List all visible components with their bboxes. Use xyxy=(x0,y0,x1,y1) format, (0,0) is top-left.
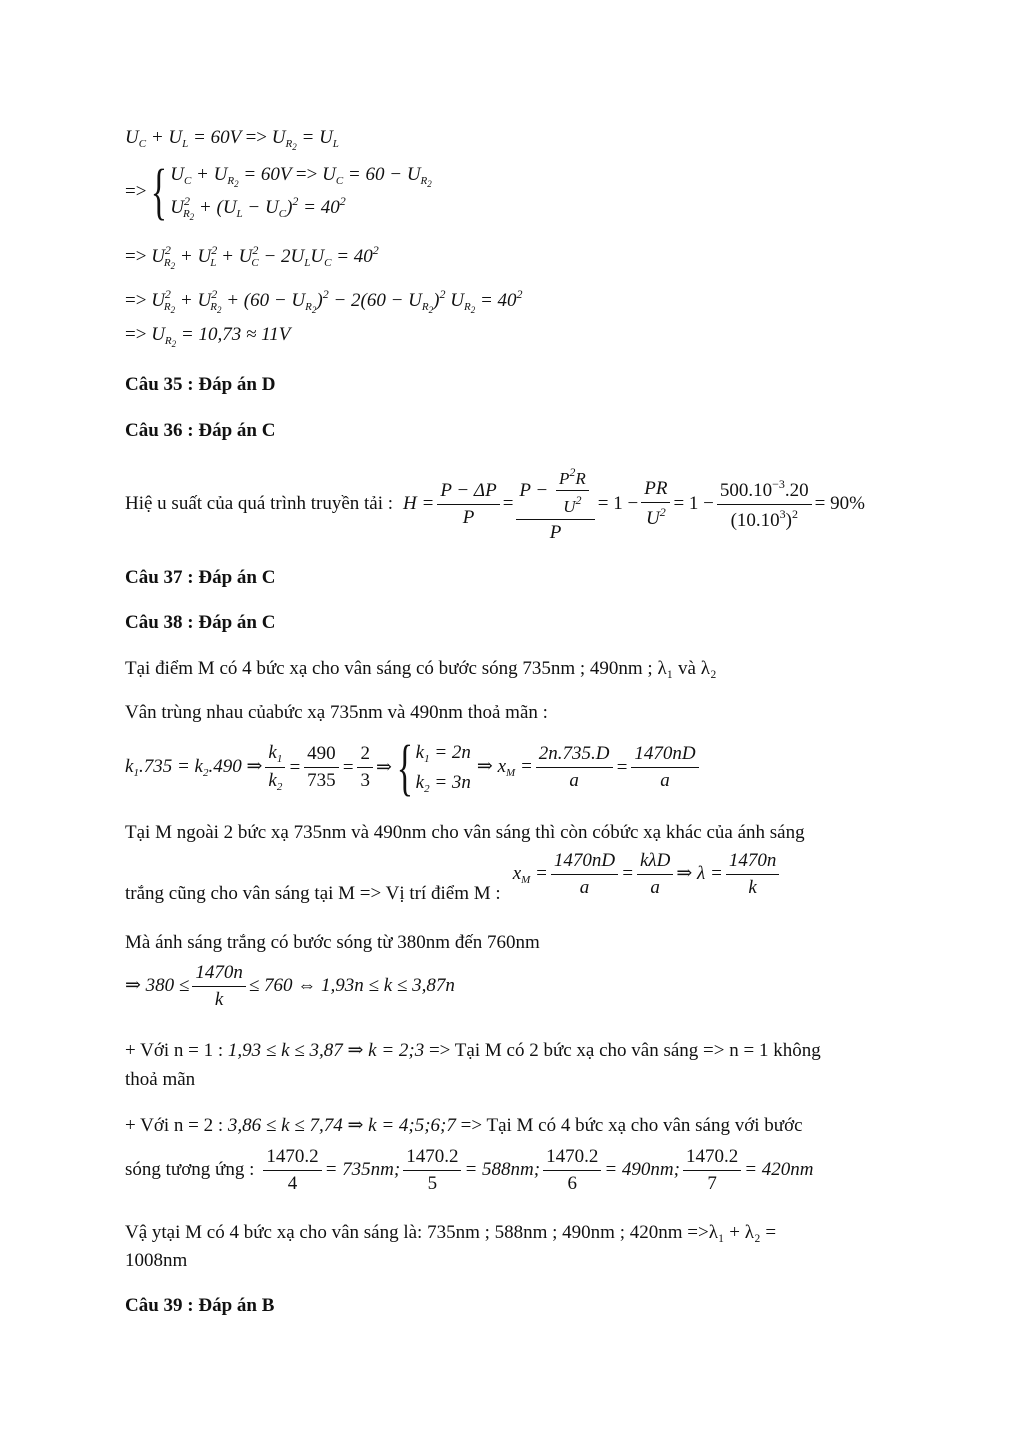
wavelength-list-line xyxy=(125,1146,814,1196)
question-37-answer: Câu 37 : Đáp án C xyxy=(125,567,276,588)
case-n2-math: 3,86 ≤ k ≤ 7,74 ⇒ k = 4;5;6;7 xyxy=(227,1115,456,1136)
question-39-answer: Câu 39 : Đáp án B xyxy=(125,1295,275,1316)
case-n1-suffix: => Tại M có 2 bức xạ cho vân sáng => n = 1 không xyxy=(428,1040,821,1061)
wavelength-1-num: 1470.2 xyxy=(263,1146,321,1171)
paragraph-radiation-points: Tại điểm M có 4 bức xạ cho vân sáng có bước sóng 735nm ; 490nm ; λ₁ và λ₂ xyxy=(125,658,717,679)
question-36-answer: Câu 36 : Đáp án C xyxy=(125,420,276,441)
equation-line-4: => $U^2_{R_2} + U^2_{R_2} + (60 - U_{R_2})^2 - 2(60 - U_{R_2})^2$ $U_{R_2} = 40^2$ xyxy=(125,287,523,315)
wavelength-4-num: 1470.2 xyxy=(683,1146,741,1171)
case-n2-prefix: + Với n = 2 : xyxy=(125,1115,224,1136)
wavelength-4-value: = 420nm xyxy=(744,1159,814,1181)
efficiency-result: = 90% xyxy=(814,493,865,515)
equation-line-3: => $U^2_{R_2} + U^2_L + U^2_C - 2U_LU_C = 40^2$ xyxy=(125,243,379,271)
wavelength-2-value: = 588nm; xyxy=(464,1159,541,1181)
equation-line-5: => $U_{R_2} = 10,73 \approx 11V$ xyxy=(125,324,291,349)
question-38-answer: Câu 38 : Đáp án C xyxy=(125,612,276,633)
position-formula-line: trắng cũng cho vân sáng tại M => Vị trí điểm M : $x_M$ = $\frac{1470nD}{a}$ = $\frac{\text{kλD}}{a}$ ⇒ λ = $\frac{1470n}{k}$ xyxy=(125,850,782,908)
conclusion-line-2: 1008nm xyxy=(125,1250,188,1271)
case-n1-prefix: + Với n = 1 : xyxy=(125,1040,224,1061)
wavelength-3-num: 1470.2 xyxy=(543,1146,601,1171)
coincidence-formula: $k_1.735 = k_2.490$ ⇒ $\frac{k_1}{k_2}$ = $\frac{490}{735}$ = $\frac{2}{3}$ ⇒ { $k_1 = 2n$ $k_2 = 3n$ ⇒ $x_M$ = $\frac{2n.735.D}{a}$ = $\frac{1470nD}{a}$ xyxy=(125,737,702,799)
efficiency-label: Hiệ u suất của quá trình truyền tải : xyxy=(125,493,394,515)
paragraph-position: trắng cũng cho vân sáng tại M => Vị trí điểm M : xyxy=(125,882,501,904)
case-n1 xyxy=(125,1040,821,1063)
case-n2 xyxy=(125,1115,803,1138)
question-35-answer: Câu 35 : Đáp án D xyxy=(125,374,276,395)
case-n1-continuation: thoả mãn xyxy=(125,1069,196,1090)
paragraph-coincidence: Vân trùng nhau củabức xạ 735nm và 490nm thoả mãn : xyxy=(125,702,548,723)
wavelength-3-value: = 490nm; xyxy=(604,1159,680,1181)
wavelength-2-den: 5 xyxy=(427,1172,438,1194)
wavelength-3-den: 6 xyxy=(567,1172,577,1194)
inequality-result: 1,93n ≤ k ≤ 3,87n xyxy=(321,975,455,997)
wavelength-1-den: 4 xyxy=(287,1172,298,1194)
wavelength-2-num: 1470.2 xyxy=(403,1146,461,1171)
efficiency-formula: Hiệ u suất của quá trình truyền tải : H = $\frac{P - \Delta P}{P}$ = P − $\frac{P^2R}{U^2}$ P = 1 − $\frac{PR}{U^2}$ = 1 − $\frac{500.10^{-3}.20}{(10.10^3)^2}$ = 90% xyxy=(125,465,865,543)
inequality-formula: ⇒ 380 ≤ $\frac{1470n}{k}$ ≤ 760 ⇔ 1,93n ≤ k ≤ 3,87n xyxy=(125,962,455,1010)
wavelength-1-value: = 735nm; xyxy=(324,1159,401,1181)
wavelength-4-den: 7 xyxy=(707,1172,717,1194)
paragraph-white-light: Mà ánh sáng trắng có bước sóng từ 380nm đến 760nm xyxy=(125,932,540,953)
equation-system-1: => { $U_C + U_{R_2} = 60V => U_C = 60 - U_{R_2}$ $U^2_{R_2} + (U_L - U_C)^2 = 40^2$ xyxy=(125,158,432,227)
conclusion-line-1: Vậ ytại M có 4 bức xạ cho vân sáng là: 735nm ; 588nm ; 490nm ; 420nm =>λ₁ + λ₂ = xyxy=(125,1222,777,1243)
equation-line-1: $U_C + U_L = 60V => U_{R_2} = U_L$ xyxy=(125,127,339,152)
paragraph-other-radiation: Tại M ngoài 2 bức xạ 735nm và 490nm cho vân sáng thì còn cóbức xạ khác của ánh sáng xyxy=(125,822,805,843)
case-n1-math: 1,93 ≤ k ≤ 3,87 ⇒ k = 2;3 xyxy=(227,1040,425,1061)
case-n2-suffix: => Tại M có 4 bức xạ cho vân sáng với bước xyxy=(460,1115,803,1136)
case-n2-continuation: sóng tương ứng : xyxy=(125,1159,255,1181)
